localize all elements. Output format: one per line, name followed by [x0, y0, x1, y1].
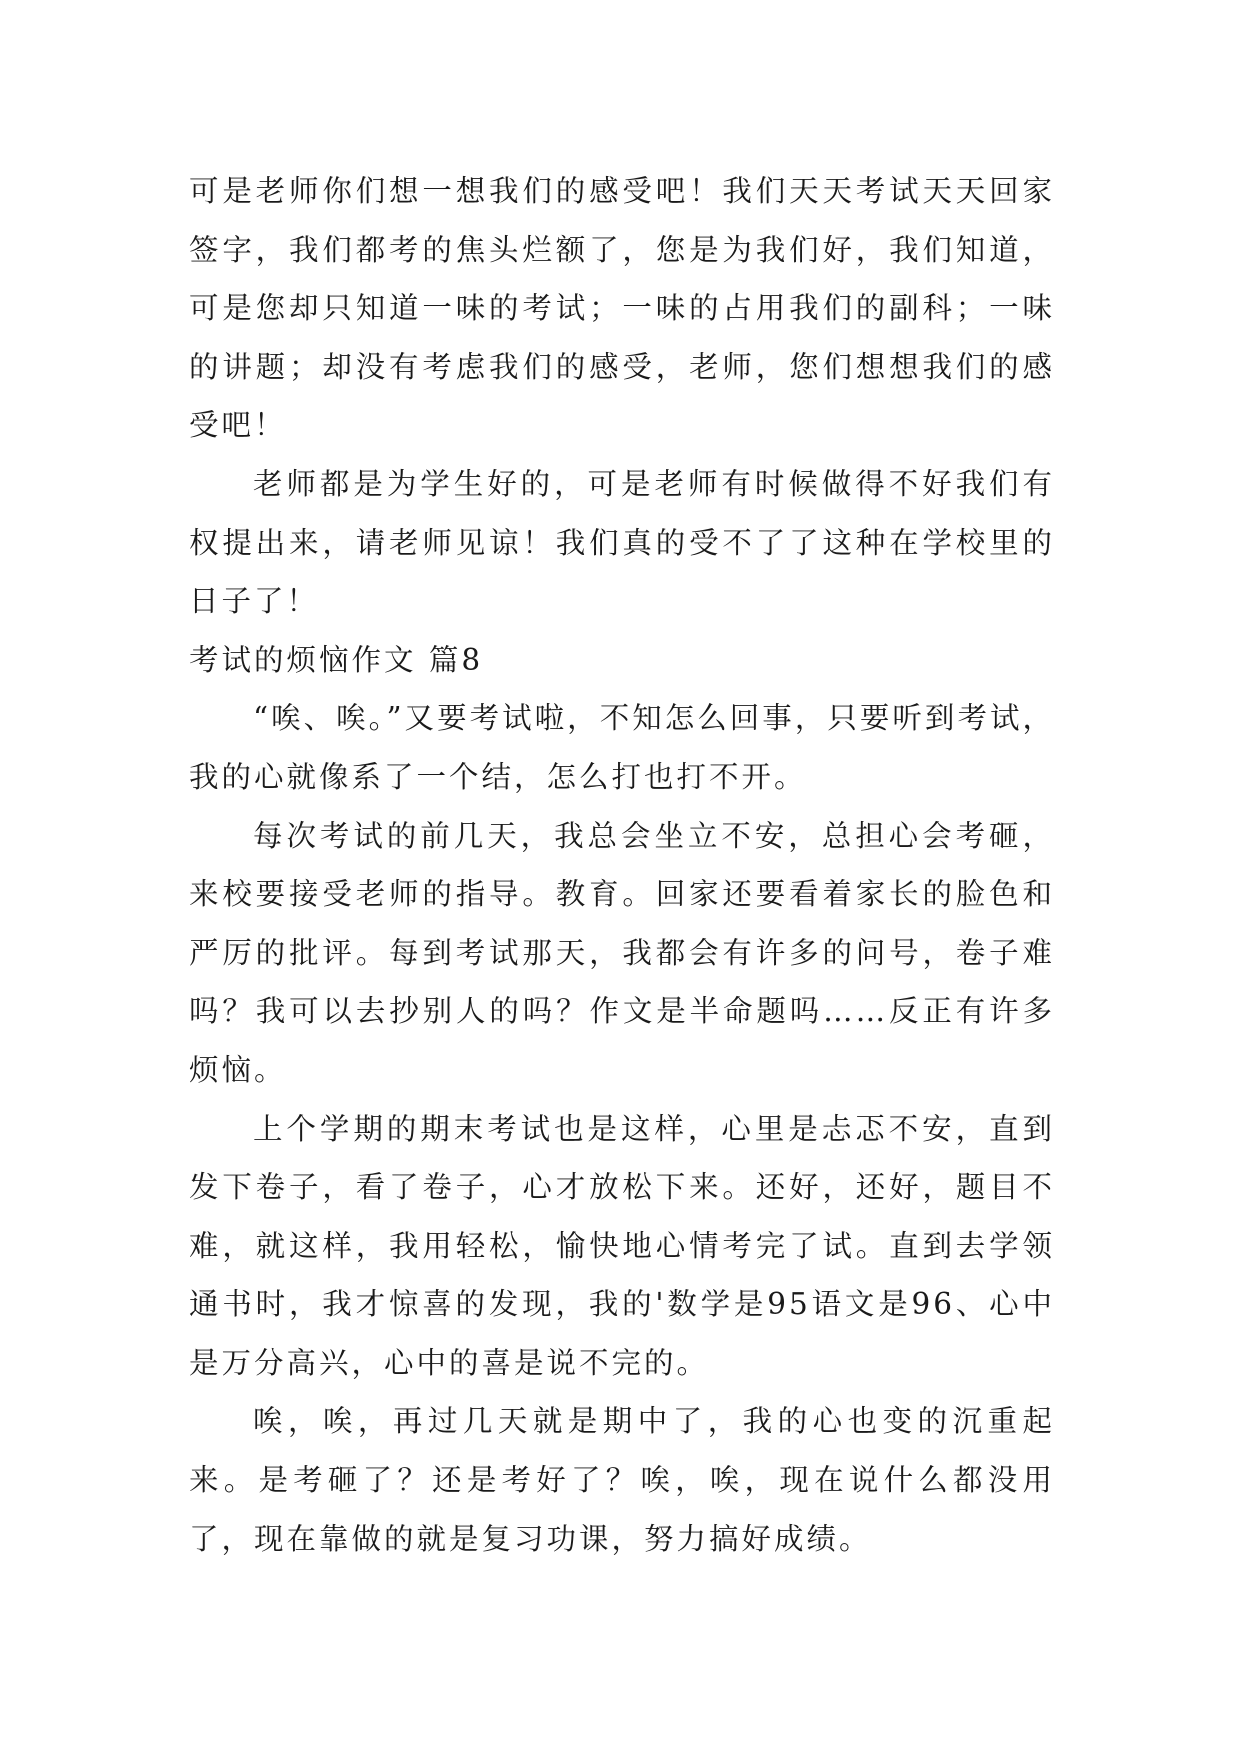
paragraph-2: 老师都是为学生好的，可是老师有时候做得不好我们有权提出来，请老师见谅！我们真的受不了了这种在学校里的日子了！: [189, 466, 1055, 619]
paragraph-3: “唉、唉。”又要考试啦，不知怎么回事，只要听到考试，我的心就像系了一个结，怎么打也打不开。: [189, 701, 1055, 794]
paragraph-5: 上个学期的期末考试也是这样，心里是忐忑不安，直到发下卷子，看了卷子，心才放松下来。还好，还好，题目不难，就这样，我用轻松，愉快地心情考完了试。直到去学领通书时，我才惊喜的发现，我的'数学是95语文是96、心中是万分高兴，心中的喜是说不完的。: [189, 1111, 1055, 1380]
section-heading: 考试的烦恼作文 篇8: [189, 642, 484, 677]
paragraph-1: 可是老师你们想一想我们的感受吧！我们天天考试天天回家签字，我们都考的焦头烂额了，您是为我们好，我们知道，可是您却只知道一味的考试；一味的占用我们的副科；一味的讲题；却没有考虑我们的感受，老师，您们想想我们的感受吧！: [189, 174, 1055, 443]
paragraph-6: 唉，唉，再过几天就是期中了，我的心也变的沉重起来。是考砸了？还是考好了？唉，唉，现在说什么都没用了，现在靠做的就是复习功课，努力搞好成绩。: [189, 1404, 1055, 1556]
document-body: [189, 162, 1055, 1568]
paragraph-4: 每次考试的前几天，我总会坐立不安，总担心会考砸，来校要接受老师的指导。教育。回家还要看着家长的脸色和严厉的批评。每到考试那天，我都会有许多的问号，卷子难吗？我可以去抄别人的吗？作文是半命题吗……反正有许多烦恼。: [189, 818, 1055, 1087]
